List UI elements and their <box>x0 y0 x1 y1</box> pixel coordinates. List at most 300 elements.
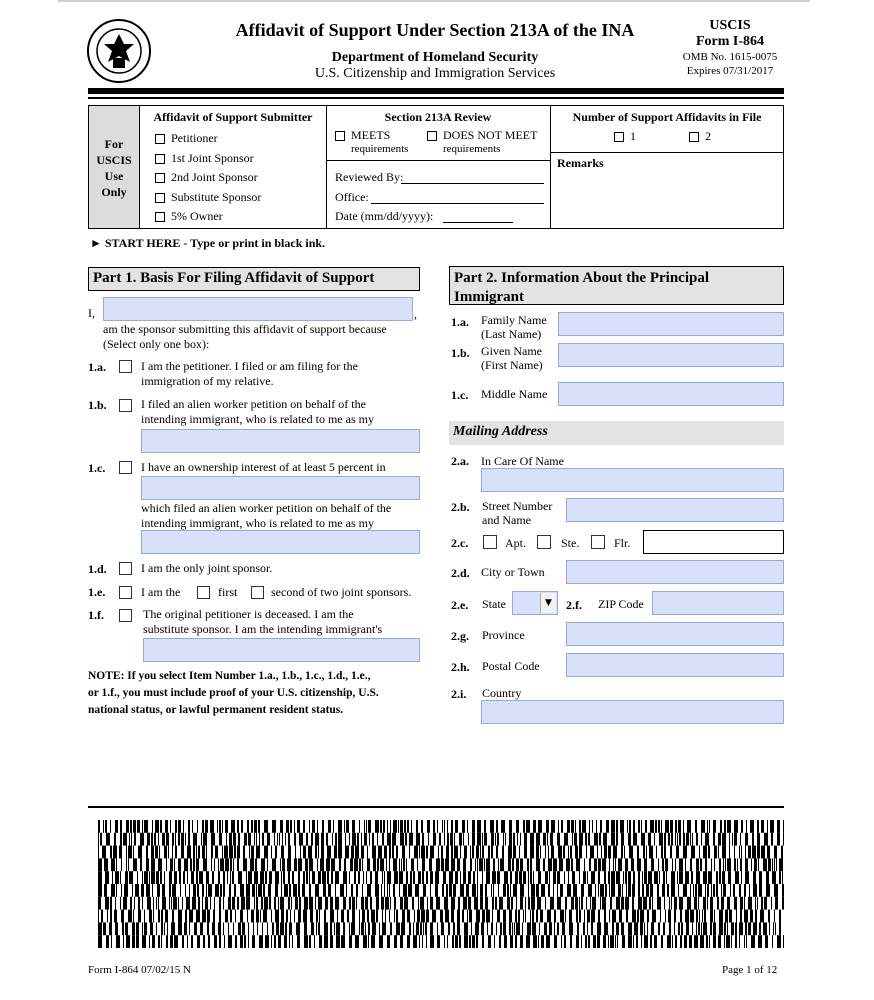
barcode-bar <box>659 833 663 846</box>
barcode-bar <box>381 884 382 897</box>
barcode-bar <box>655 820 657 833</box>
submitter-option-owner[interactable]: 5% Owner <box>155 207 261 227</box>
barcode-bar <box>394 935 397 948</box>
barcode-bar <box>267 922 268 935</box>
barcode-bar <box>174 871 177 884</box>
apt-checkbox[interactable] <box>483 535 497 549</box>
submitter-option-joint-2[interactable]: 2nd Joint Sponsor <box>155 168 261 188</box>
barcode-bar <box>640 910 644 923</box>
barcode-bar <box>652 897 653 910</box>
barcode-bar <box>188 833 190 846</box>
barcode-bar <box>711 858 712 871</box>
barcode-bar <box>187 871 188 884</box>
barcode-bar <box>564 833 568 846</box>
affidavit-count-header: Number of Support Affidavits in File <box>572 110 762 124</box>
barcode-bar <box>275 871 279 884</box>
barcode-bar <box>416 820 418 833</box>
barcode-bar <box>505 833 506 846</box>
barcode-bar <box>438 846 439 859</box>
barcode-bar <box>381 897 384 910</box>
barcode-bar <box>550 897 554 910</box>
barcode-bar <box>208 884 212 897</box>
given-name-input[interactable] <box>558 343 784 367</box>
count-option-2[interactable]: 2 <box>689 129 711 144</box>
barcode-bar <box>211 833 215 846</box>
barcode-bar <box>748 897 752 910</box>
barcode-bar <box>294 820 295 833</box>
barcode-bar <box>132 884 133 897</box>
barcode-bar <box>486 910 490 923</box>
barcode-bar <box>611 871 615 884</box>
barcode-bar <box>547 833 548 846</box>
barcode-bar <box>503 884 506 897</box>
barcode-bar <box>449 884 452 897</box>
barcode-bar <box>718 935 721 948</box>
barcode-bar <box>288 871 290 884</box>
reviewed-by-line[interactable] <box>401 183 544 184</box>
barcode-bar <box>654 935 657 948</box>
barcode-bar <box>660 910 661 923</box>
barcode-bar <box>184 858 188 871</box>
barcode-bar <box>227 871 228 884</box>
barcode-bar <box>126 858 127 871</box>
barcode-bar <box>225 858 229 871</box>
barcode-bar <box>155 820 159 833</box>
barcode-bar <box>771 897 772 910</box>
barcode-bar <box>631 858 634 871</box>
barcode-bar <box>523 910 524 923</box>
barcode-bar <box>774 846 777 859</box>
barcode-bar <box>446 884 448 897</box>
item-1b-text-2: intending immigrant, who is related to me as my <box>141 412 374 426</box>
zip-input[interactable] <box>652 591 784 615</box>
barcode-bar <box>676 846 679 859</box>
barcode-bar <box>234 846 236 859</box>
barcode-bar <box>538 820 542 833</box>
barcode-bar <box>315 846 317 859</box>
barcode-bar <box>696 858 699 871</box>
barcode-bar <box>700 858 702 871</box>
barcode-bar <box>597 935 600 948</box>
barcode-bar <box>299 897 301 910</box>
comma: , <box>414 307 417 321</box>
barcode-bar <box>306 871 308 884</box>
barcode-bar <box>558 820 559 833</box>
barcode-bar <box>387 884 388 897</box>
barcode-bar <box>430 935 434 948</box>
item-1f-relationship-input[interactable] <box>143 638 420 662</box>
barcode-bar <box>187 935 188 948</box>
barcode-bar <box>613 846 617 859</box>
barcode-bar <box>295 897 298 910</box>
barcode-bar <box>123 897 127 910</box>
barcode-bar <box>366 820 367 833</box>
province-input[interactable] <box>566 622 784 646</box>
barcode-bar <box>678 820 681 833</box>
barcode-bar <box>752 846 756 859</box>
divider <box>326 160 550 161</box>
barcode-bar <box>200 922 203 935</box>
barcode-bar <box>254 871 258 884</box>
meets-option[interactable]: MEETS <box>335 128 390 143</box>
barcode-bar <box>258 884 262 897</box>
item-1e-second-checkbox[interactable] <box>251 586 264 599</box>
barcode-bar <box>722 846 726 859</box>
barcode-bar <box>575 897 578 910</box>
barcode-bar <box>158 897 159 910</box>
barcode-bar <box>598 871 600 884</box>
barcode-bar <box>447 820 448 833</box>
barcode-bar <box>373 858 376 871</box>
barcode-bar <box>584 858 585 871</box>
barcode-bar <box>543 833 546 846</box>
barcode-bar <box>637 846 639 859</box>
barcode-bar <box>495 833 496 846</box>
does-not-meet-option[interactable]: DOES NOT MEET <box>427 128 537 143</box>
barcode-bar <box>768 858 771 871</box>
barcode-bar <box>413 922 414 935</box>
barcode-bar <box>422 833 424 846</box>
barcode-bar <box>331 858 335 871</box>
barcode-bar <box>158 833 159 846</box>
barcode-bar <box>382 922 386 935</box>
barcode-bar <box>246 897 250 910</box>
barcode-bar <box>463 871 466 884</box>
barcode-bar <box>446 846 449 859</box>
barcode-bar <box>224 846 228 859</box>
item-1e-first-checkbox[interactable] <box>197 586 210 599</box>
item-1c-company-input[interactable] <box>141 476 420 500</box>
zip-label: ZIP Code <box>598 597 644 611</box>
state-number: 2.e. <box>451 598 469 612</box>
barcode-bar <box>618 858 622 871</box>
barcode-bar <box>591 910 595 923</box>
chevron-down-icon[interactable]: ▼ <box>540 593 556 613</box>
barcode-bar <box>229 846 233 859</box>
barcode-bar <box>685 871 689 884</box>
barcode-bar <box>215 884 219 897</box>
barcode-bar <box>502 846 504 859</box>
care-of-input[interactable] <box>481 468 784 492</box>
barcode-bar <box>206 846 207 859</box>
barcode-bar <box>134 897 135 910</box>
barcode-bar <box>716 871 718 884</box>
barcode-bar <box>744 910 748 923</box>
barcode-bar <box>733 884 735 897</box>
barcode-bar <box>638 884 640 897</box>
barcode-bar <box>157 884 160 897</box>
barcode-bar <box>337 910 338 923</box>
barcode-bar <box>309 897 313 910</box>
item-1c-checkbox[interactable] <box>119 461 132 474</box>
barcode-bar <box>125 922 128 935</box>
barcode-bar <box>264 846 268 859</box>
barcode-bar <box>482 833 483 846</box>
barcode-bar <box>537 897 541 910</box>
barcode-bar <box>369 833 370 846</box>
barcode-bar <box>694 935 698 948</box>
barcode-bar <box>161 910 163 923</box>
barcode-bar <box>340 884 344 897</box>
submitter-option-substitute[interactable]: Substitute Sponsor <box>155 188 261 208</box>
barcode-bar <box>588 833 590 846</box>
state-select[interactable] <box>512 591 558 615</box>
barcode-bar <box>503 910 506 923</box>
barcode-bar <box>193 858 195 871</box>
barcode-bar <box>608 846 611 859</box>
barcode-bar <box>658 820 660 833</box>
barcode-bar <box>429 858 432 871</box>
barcode-bar <box>170 858 173 871</box>
middle-name-input[interactable] <box>558 382 784 406</box>
city-input[interactable] <box>566 560 784 584</box>
barcode-bar <box>213 910 215 923</box>
barcode-bar <box>231 820 235 833</box>
barcode-bar <box>628 833 631 846</box>
barcode-bar <box>219 820 221 833</box>
barcode-bar <box>598 910 600 923</box>
barcode-bar <box>774 884 778 897</box>
barcode-bar <box>317 858 318 871</box>
barcode-bar <box>629 846 633 859</box>
barcode-bar <box>701 922 702 935</box>
barcode-bar <box>249 846 250 859</box>
barcode-bar <box>308 846 312 859</box>
barcode-bar <box>304 922 307 935</box>
barcode-bar <box>462 820 465 833</box>
flr-checkbox[interactable] <box>591 535 605 549</box>
barcode-bar <box>618 884 621 897</box>
barcode-bar <box>761 846 765 859</box>
barcode-bar <box>361 922 364 935</box>
country-input[interactable] <box>481 700 784 724</box>
mailing-address-header: Mailing Address <box>449 421 784 445</box>
item-1c-relationship-input[interactable] <box>141 530 420 554</box>
barcode-bar <box>214 897 215 910</box>
barcode-bar <box>589 858 591 871</box>
barcode-bar <box>724 820 726 833</box>
barcode-bar <box>581 897 583 910</box>
barcode-bar <box>633 820 635 833</box>
barcode-bar <box>356 884 358 897</box>
family-name-input[interactable] <box>558 312 784 336</box>
barcode-bar <box>281 871 282 884</box>
barcode-bar <box>119 846 122 859</box>
sponsor-name-input[interactable] <box>103 297 413 321</box>
barcode-bar <box>387 935 390 948</box>
barcode-bar <box>779 922 781 935</box>
barcode-bar <box>171 897 172 910</box>
barcode-bar <box>394 897 396 910</box>
ste-checkbox[interactable] <box>537 535 551 549</box>
barcode-bar <box>616 922 619 935</box>
barcode-bar <box>98 897 101 910</box>
count-option-1[interactable]: 1 <box>614 129 636 144</box>
postal-label: Postal Code <box>482 659 540 673</box>
barcode-bar <box>525 910 526 923</box>
unit-input[interactable] <box>643 530 784 554</box>
barcode-bar <box>208 935 210 948</box>
barcode-bar <box>668 833 670 846</box>
barcode-bar <box>611 884 615 897</box>
barcode-bar <box>318 897 322 910</box>
barcode-bar <box>207 910 210 923</box>
barcode-bar <box>520 897 523 910</box>
barcode-bar <box>625 858 628 871</box>
barcode-bar <box>596 820 597 833</box>
barcode-bar <box>768 910 770 923</box>
barcode-bar <box>418 871 421 884</box>
barcode-bar <box>167 922 168 935</box>
street-input[interactable] <box>566 498 784 522</box>
date-line[interactable] <box>443 222 513 223</box>
barcode-bar <box>281 846 284 859</box>
barcode-bar <box>187 846 191 859</box>
barcode-bar <box>646 846 647 859</box>
barcode-bar <box>382 833 384 846</box>
barcode-bar <box>740 858 742 871</box>
barcode-bar <box>545 897 546 910</box>
item-1f-checkbox[interactable] <box>119 609 132 622</box>
province-number: 2.g. <box>451 629 469 643</box>
barcode-bar <box>509 820 512 833</box>
barcode-bar <box>423 884 426 897</box>
barcode-bar <box>114 910 117 923</box>
barcode-bar <box>396 922 400 935</box>
barcode-bar <box>668 910 671 923</box>
barcode-bar <box>389 846 391 859</box>
barcode-bar <box>338 833 342 846</box>
barcode-bar <box>298 910 301 923</box>
barcode-bar <box>550 833 553 846</box>
postal-input[interactable] <box>566 653 784 677</box>
start-here-instruction: ► START HERE - Type or print in black ink. <box>90 236 326 250</box>
care-of-number: 2.a. <box>451 454 469 468</box>
barcode-bar <box>633 935 634 948</box>
barcode-bar <box>126 935 130 948</box>
barcode-bar <box>335 897 339 910</box>
barcode-bar <box>416 833 420 846</box>
submitter-option-petitioner[interactable]: Petitioner <box>155 129 261 149</box>
barcode-bar <box>581 884 584 897</box>
checkbox-icon <box>614 132 624 142</box>
barcode-bar <box>237 820 239 833</box>
barcode-bar <box>600 884 604 897</box>
barcode-bar <box>110 910 112 923</box>
barcode-bar <box>729 833 730 846</box>
barcode-bar <box>701 820 705 833</box>
barcode-bar <box>701 833 702 846</box>
barcode-bar <box>440 910 443 923</box>
barcode-bar <box>725 858 726 871</box>
barcode-bar <box>377 858 379 871</box>
barcode-bar <box>730 884 731 897</box>
barcode-bar <box>274 935 276 948</box>
barcode-bar <box>299 833 303 846</box>
barcode-bar <box>771 833 773 846</box>
barcode-bar <box>610 935 614 948</box>
barcode-bar <box>160 871 162 884</box>
barcode-bar <box>116 935 120 948</box>
barcode-bar <box>604 846 607 859</box>
street-label: Street Number and Name <box>482 499 553 527</box>
barcode-bar <box>477 871 478 884</box>
barcode-bar <box>379 935 383 948</box>
item-1b-checkbox[interactable] <box>119 399 132 412</box>
barcode-bar <box>538 871 541 884</box>
barcode-bar <box>202 910 206 923</box>
barcode-bar <box>637 858 641 871</box>
barcode-bar <box>627 820 628 833</box>
office-line[interactable] <box>371 203 544 204</box>
barcode-bar <box>657 884 659 897</box>
item-1a-checkbox[interactable] <box>119 360 132 373</box>
barcode-bar <box>384 884 385 897</box>
barcode-bar <box>605 884 607 897</box>
barcode-bar <box>750 820 754 833</box>
barcode-bar <box>576 910 578 923</box>
submitter-option-joint-1[interactable]: 1st Joint Sponsor <box>155 149 261 169</box>
barcode-bar <box>196 846 197 859</box>
barcode-bar <box>731 935 732 948</box>
barcode-bar <box>398 820 399 833</box>
barcode-bar <box>473 871 475 884</box>
barcode-bar <box>212 871 214 884</box>
barcode-bar <box>698 897 699 910</box>
item-1d-checkbox[interactable] <box>119 562 132 575</box>
barcode-bar <box>590 846 594 859</box>
barcode-bar <box>464 846 467 859</box>
barcode-bar <box>709 820 710 833</box>
barcode-bar <box>622 935 625 948</box>
does-not-meet-sub: requirements <box>443 143 501 155</box>
barcode-bar <box>136 935 139 948</box>
barcode-bar <box>582 820 586 833</box>
barcode-bar <box>233 922 234 935</box>
barcode-bar <box>723 884 726 897</box>
barcode-bar <box>362 858 363 871</box>
item-1b-relationship-input[interactable] <box>141 429 420 453</box>
barcode-bar <box>331 871 333 884</box>
barcode-bar <box>758 935 762 948</box>
barcode-bar <box>363 871 364 884</box>
barcode-bar <box>565 910 566 923</box>
barcode-bar <box>504 935 507 948</box>
barcode-bar <box>217 820 218 833</box>
barcode-bar <box>219 935 221 948</box>
barcode-bar <box>154 833 156 846</box>
barcode-bar <box>491 846 493 859</box>
barcode-bar <box>739 846 740 859</box>
family-name-number: 1.a. <box>451 315 469 329</box>
barcode-bar <box>351 884 353 897</box>
barcode-bar <box>294 858 297 871</box>
barcode-bar <box>685 858 686 871</box>
barcode-bar <box>643 846 645 859</box>
barcode-bar <box>335 833 337 846</box>
barcode-bar <box>211 846 213 859</box>
barcode-bar <box>541 935 544 948</box>
barcode-bar <box>420 922 422 935</box>
barcode-bar <box>746 820 747 833</box>
barcode-bar <box>326 833 328 846</box>
item-1e-checkbox[interactable] <box>119 586 132 599</box>
barcode-bar <box>138 910 141 923</box>
footer-page-number: Page 1 of 12 <box>722 964 778 976</box>
barcode-bar <box>551 846 554 859</box>
barcode-bar <box>523 820 525 833</box>
barcode-bar <box>766 871 769 884</box>
